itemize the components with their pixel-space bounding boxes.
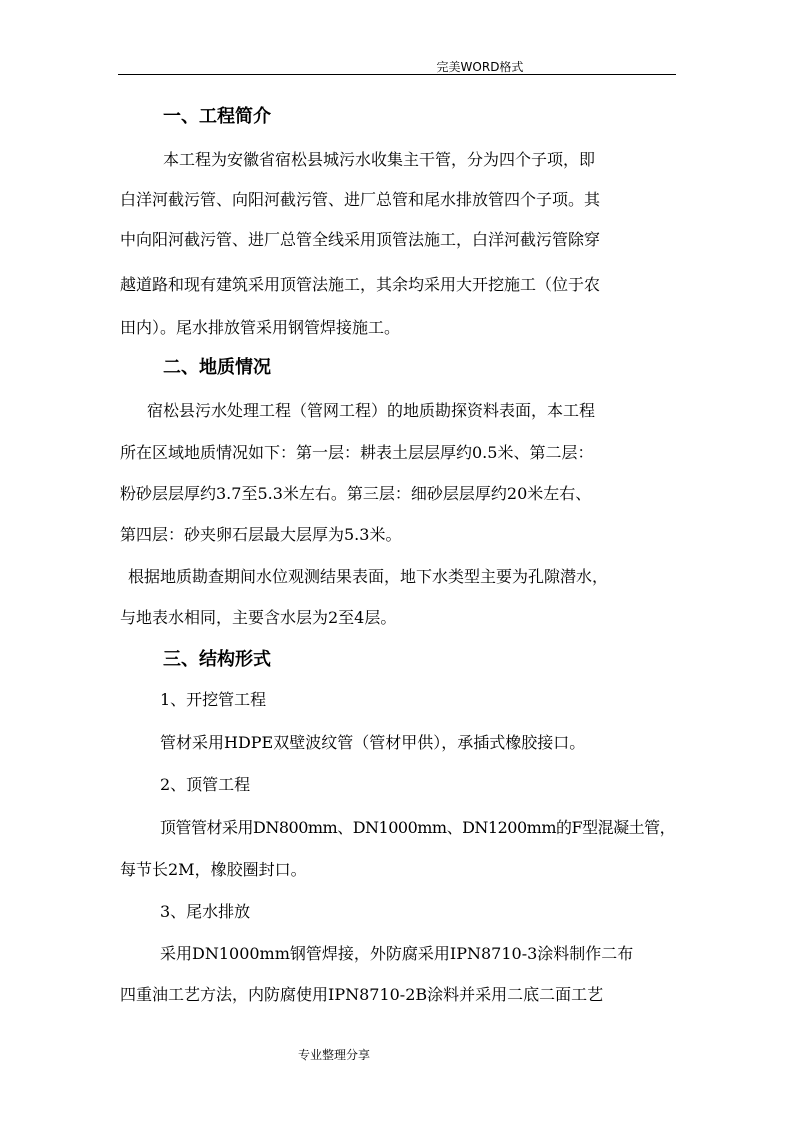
paragraph-line: 与地表水相同，主要含水层为2至4层。 (120, 608, 397, 627)
header-text: 完美WORD格式 (436, 60, 524, 74)
paragraph-line: 宿松县污水处理工程（管网工程）的地质勘探资料表面，本工程 (147, 401, 596, 420)
header-rule (118, 74, 676, 75)
paragraph-line: 第四层：砂夹卵石层最大层厚为5.3米。 (120, 525, 402, 544)
paragraph-line: 所在区域地质情况如下：第一层：耕表土层层厚约0.5米、第二层： (120, 443, 594, 462)
paragraph-line: 每节长2M，橡胶圈封口。 (120, 860, 307, 879)
paragraph-line: 顶管管材采用DN800mm、DN1000mm、DN1200mm的F型混凝土管， (160, 818, 676, 837)
paragraph-line: 管材采用HDPE双壁波纹管（管材甲供），承插式橡胶接口。 (160, 733, 586, 752)
paragraph-line: 采用DN1000mm钢管焊接，外防腐采用IPN8710-3涂料制作二布 (160, 944, 634, 963)
subheading: 3、尾水排放 (160, 902, 251, 921)
paragraph-line: 越道路和现有建筑采用顶管法施工，其余均采用大开挖施工（位于农 (120, 275, 601, 294)
section-heading-1: 一、工程简介 (163, 106, 271, 127)
paragraph-line: 田内）。尾水排放管采用钢管焊接施工。 (120, 318, 401, 337)
paragraph-line: 四重油工艺方法，内防腐使用IPN8710-2B涂料并采用二底二面工艺 (120, 985, 604, 1004)
section-heading-2: 二、地质情况 (163, 357, 271, 378)
subheading: 2、顶管工程 (160, 775, 251, 794)
paragraph-line: 白洋河截污管、向阳河截污管、进厂总管和尾水排放管四个子项。其 (120, 190, 601, 209)
section-heading-3: 三、结构形式 (163, 649, 271, 670)
paragraph-line: 根据地质勘查期间水位观测结果表面，地下水类型主要为孔隙潜水， (128, 567, 609, 586)
paragraph-line: 本工程为安徽省宿松县城污水收集主干管，分为四个子项，即 (163, 150, 596, 169)
subheading: 1、开挖管工程 (160, 690, 267, 709)
page-footer: 专业整理分享 (298, 1048, 371, 1062)
paragraph-line: 中向阳河截污管、进厂总管全线采用顶管法施工，白洋河截污管除穿 (120, 230, 601, 249)
paragraph-line: 粉砂层层厚约3.7至5.3米左右。第三层：细砂层层厚约20米左右、 (120, 484, 592, 503)
